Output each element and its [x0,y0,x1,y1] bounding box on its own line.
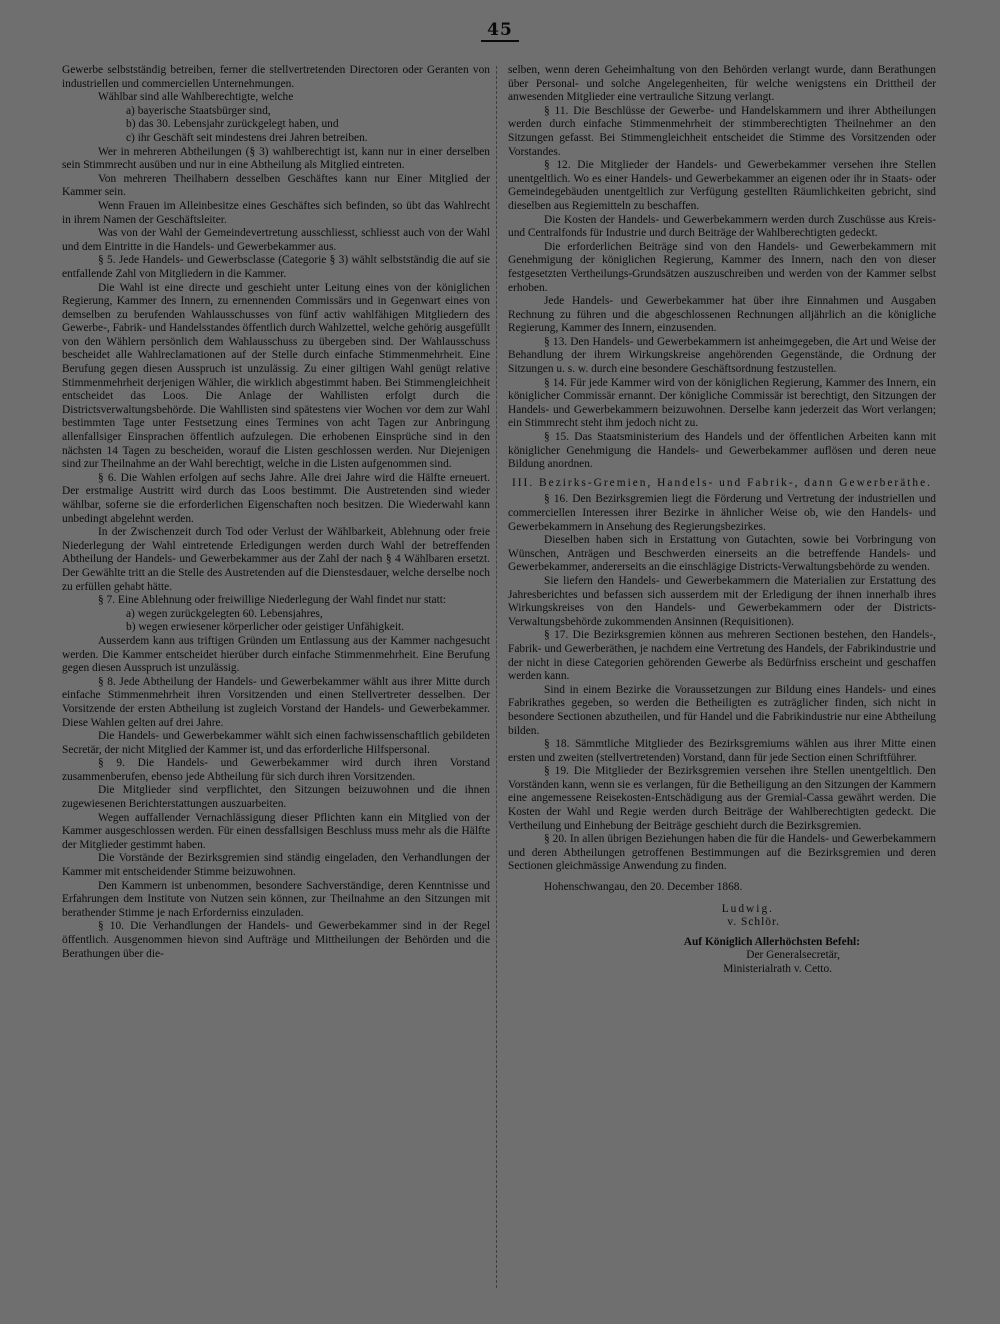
closing-date-line: Hohenschwangau, den 20. December 1868. [544,881,743,894]
column-divider [496,66,497,1288]
paragraph: Sind in einem Bezirke die Voraussetzungen zur Bildung eines Handels- und eines Fabrikrathes gegeben, so werden die Betheiligten es zuträglicher finden, sich nicht in besondere Sectionen abzutheilen, und für Handel und die Fabrikindustrie nur eine Abtheilung bilden. [508,683,936,737]
paragraph: selben, wenn deren Geheimhaltung von den Behörden verlangt wurde, dann Berathungen über Personal- und solche Angelegenheiten, für welche wenigstens ein Drittheil der anwesenden Mitglieder eine vertrauliche Sitzung verlangt. [508,64,936,104]
paragraph: Was von der Wahl der Gemeindevertretung ausschliesst, schliesst auch von der Wahl und dem Eintritte in die Handels- und Gewerbekammer aus. [62,227,490,253]
list-item: a) wegen zurückgelegten 60. Lebensjahres, [126,607,323,620]
paragraph: Die Handels- und Gewerbekammer wählt sich einen fachwissenschaftlich gebildeten Secretär, der nicht Mitglied der Kammer ist, und das erforderliche Hilfspersonal. [62,730,490,756]
paragraph: § 7. Eine Ablehnung oder freiwillige Niederlegung der Wahl findet nur statt: [98,594,447,607]
paragraph: Jede Handels- und Gewerbekammer hat über ihre Einnahmen und Ausgaben Rechnung zu führen und die abgeschlossenen Rechnungen alljährlich an die königliche Regierung, Kammer des Innern, einzusenden. [508,295,936,335]
paragraph: § 12. Die Mitglieder der Handels- und Gewerbekammer versehen ihre Stellen unentgeltlich. Wo es einer Handels- und Gewerbekammer an eigenen oder ihr in Staats- oder Gemeindegebäuden unentgeltlich zur Verfügung gestellten Räumlichkeiten gebricht, sind dieselben aus Regiemitteln zu beschaffen. [508,159,936,212]
paragraph: Ausserdem kann aus triftigen Gründen um Entlassung aus der Kammer nachgesucht werden. Die Kammer entscheidet hierüber durch einfache Stimmenmehrheit. Eine Berufung gegen diesen Ausspruch ist unzulässig. [62,634,490,675]
paragraph: In der Zwischenzeit durch Tod oder Verlust der Wählbarkeit, Ablehnung oder freie Niederlegung der Wahl eintretende Erledigungen werden durch Wahl der betreffenden Abtheilung der Handels- und Gewerbekammer aus der Zahl der nach § 4 Wählbaren ersetzt. Der Gewählte tritt an die Stelle des Austretenden auf die Dienstesdauer, welche derselbe noch zu erfüllen gehabt hätte. [62,526,490,593]
paragraph: § 19. Die Mitglieder der Bezirksgremien versehen ihre Stellen unentgeltlich. Den Vorständen kann, wenn sie es verlangen, für die Betheiligung an den Sitzungen der Kammern eine angemessene Reisekosten-Entschädigung aus der Gremial-Cassa gewährt werden. Die Kosten der Wahl und Regie werden durch Beiträge der Wahlberechtigten gedeckt. Die Vertheilung und Einhebung der Beiträge geschieht durch die Bezirksgremien. [508,765,936,832]
paragraph: § 14. Für jede Kammer wird von der königlichen Regierung, Kammer des Innern, ein königlicher Commissär ernannt. Der königliche Commissär ist berechtigt, den Sitzungen der Handels- und Gewerbekammern beizuwohnen. Derselbe kann jederzeit das Wort verlangen; ein Stimmrecht steht ihm jedoch nicht zu. [508,376,936,430]
paragraph: § 16. Den Bezirksgremien liegt die Förderung und Vertretung der industriellen und commerciellen Interessen ihrer Bezirke in ähnlicher Weise ob, wie den Handels- und Gewerbekammern in Ansehung des Regierungsbezirkes. [508,493,936,533]
paragraph: § 20. In allen übrigen Beziehungen haben die für die Handels- und Gewerbekammern und deren Abtheilungen getroffenen Bestimmungen auf die Bezirksgremien und deren Sectionen gleichmässige Anwendung zu finden. [508,833,936,873]
paragraph: Den Kammern ist unbenommen, besondere Sachverständige, deren Kenntnisse und Erfahrungen dem Institute von Nutzen sein können, zur Theilnahme an den Sitzungen mit berathender Stimme je nach Erforderniss einzuladen. [62,879,490,919]
paragraph: § 15. Das Staatsministerium des Handels und der öffentlichen Arbeiten kann mit königlicher Genehmigung die Handels- und Gewerbekammer auflösen und deren neue Bildung anordnen. [508,431,936,471]
paragraph: Die Wahl ist eine directe und geschieht unter Leitung eines von der königlichen Regierung, Kammer des Innern, zu ernennenden Commissärs und in Gegenwart eines von demselben zu berufenden Wahlausschusses von fünf activ wahlfähigen Mitgliedern des Gewerbe-, Fabrik- und Handelsstandes öffentlich durch Wahlzettel, welche gehörig ausgefüllt von den Wählern persönlich dem Wahlausschuss zu übergeben sind. Der Wahlausschuss bescheidet alle Wahlreclamationen auf der Stelle durch einfache Stimmenmehrheit. Eine Berufung gegen diesen Ausspruch ist unzulässig. Zu einer giltigen Wahl genügt relative Stimmenmehrheit derjenigen Wähler, die wirklich abgestimmt haben. Bei Stimmengleichheit entscheidet das Loos. Die Anlage der Wahllisten erfolgt durch die Districtsverwaltungsbehörde. Die Wahllisten sind spätestens vier Wochen vor dem zur Wahl bestimmten Tage unter Festsetzung eines Termines von acht Tagen zur Anbringung allenfallsiger Einsprachen öffentlich aufzulegen. Die erhobenen Einsprüche sind in den nächsten 14 Tagen zu bescheiden, worauf die Listen geschlossen werden. Nur Diejenigen sind zur Theilnahme an der Wahl berechtigt, welche in die Listen aufgenommen sind. [62,281,490,471]
paragraph: Wenn Frauen im Alleinbesitze eines Geschäftes sich befinden, so übt das Wahlrecht in ihrem Namen der Geschäftsleiter. [62,199,490,226]
left-column [62,64,490,961]
paragraph: Dieselben haben sich in Erstattung von Gutachten, sowie bei Vorbringung von Wünschen, Anträgen und Beschwerden einerseits an die betreffende Handels- und Gewerbekammer, andererseits an die einschlägige Districts-Verwaltungsbehörde zu wenden. [508,534,936,574]
paragraph: § 13. Den Handels- und Gewerbekammern ist anheimgegeben, die Art und Weise der Behandlung der ihrem Wirkungskreise angehörenden Gegenstände, die Ordnung der Sitzungen u. s. w. durch eine besondere Geschäftsordnung festzustellen. [508,335,936,376]
paragraph: § 10. Die Verhandlungen der Handels- und Gewerbekammer sind in der Regel öffentlich. Ausgenommen hievon sind Aufträge und Mittheilungen der Behörden und die Berathungen über die- [62,920,490,960]
list-item: a) bayerische Staatsbürger sind, [126,104,271,117]
section-heading: III. Bezirks-Gremien, Handels- und Fabrik-, dann Gewerberäthe. [511,476,933,489]
secretary-title: Der Generalsecretär, [746,949,840,962]
paragraph: Wegen auffallender Vernachlässigung dieser Pflichten kann ein Mitglied von der Kammer ausgeschlossen werden. Für einen dessfallsigen Beschluss muss mehr als die Hälfte der Mitglieder gestimmt haben. [62,811,490,851]
paragraph: § 9. Die Handels- und Gewerbekammer wird durch ihren Vorstand zusammenberufen, ebenso jede Abtheilung für sich durch ihren Vorsitzenden. [62,757,490,783]
paragraph: § 11. Die Beschlüsse der Gewerbe- und Handelskammern und ihrer Abtheilungen werden durch einfache Stimmenmehrheit der stimmberechtigten Theilnehmer an den Sitzungen gefasst. Bei Stimmengleichheit entscheidet die Stimme des Vorsitzenden oder Vorstandes. [508,104,936,158]
page-number [0,20,1000,40]
paragraph: Von mehreren Theilhabern desselben Geschäftes kann nur Einer Mitglied der Kammer sein. [62,172,490,199]
paragraph: § 17. Die Bezirksgremien können aus mehreren Sectionen bestehen, den Handels-, Fabrik- und Gewerberäthen, je nachdem eine Vertretung des Handels, der Fabrikindustrie und der nicht in diese Categorien gehörenden Gewerbe als Bedürfniss erscheint und geschaffen werden kann. [508,629,936,683]
paragraph: Wer in mehreren Abtheilungen (§ 3) wahlberechtigt ist, kann nur in einer derselben sein Stimmrecht ausüben und nur in eine Abtheilung als Mitglied eintreten. [62,145,490,172]
signature-schloer: v. Schlör. [727,916,780,929]
paragraph: Die erforderlichen Beiträge sind von den Handels- und Gewerbekammern mit Genehmigung der königlichen Regierung, Kammer des Innern, nach den von dieser festgesetzten Vertheilungs-Grundsätzen auszuschreiben und werden von der Kammer selbst erhoben. [508,240,936,294]
list-item: b) das 30. Lebensjahr zurückgelegt haben, und [126,118,339,131]
paragraph: Die Vorstände der Bezirksgremien sind ständig eingeladen, den Verhandlungen der Kammer mit entscheidender Stimme beizuwohnen. [62,852,490,879]
list-item: b) wegen erwiesener körperlicher oder geistiger Unfähigkeit. [126,621,405,634]
list-item: c) ihr Geschäft seit mindestens drei Jahren betreiben. [126,131,368,144]
paragraph: Die Mitglieder sind verpflichtet, den Sitzungen beizuwohnen und die ihnen zugewiesenen Berichterstattungen auszuarbeiten. [62,784,490,811]
page-number-text: 45 [481,20,519,42]
paragraph: Die Kosten der Handels- und Gewerbekammern werden durch Zuschüsse aus Kreis- und Centralfonds für Industrie und durch Beiträge der Wahlberechtigten gedeckt. [508,213,936,240]
right-column [508,64,936,977]
paragraph: Sie liefern den Handels- und Gewerbekammern die Materialien zur Erstattung des Jahresberichtes und befassen sich ausserdem mit der Erledigung der ihnen innerhalb ihres Wirkungskreises von den Handels- und Gewerbekammern oder der Districts-Verwaltungsbehörde zukommenden Ansinnen (Requisitionen). [508,574,936,628]
paragraph: Wählbar sind alle Wahlberechtigte, welche [98,91,294,104]
secretary-name: Ministerialrath v. Cetto. [723,963,832,975]
paragraph: Gewerbe selbstständig betreiben, ferner die stellvertretenden Directoren oder Geranten von industriellen und commerciellen Unternehmungen. [62,64,490,90]
paragraph: § 5. Jede Handels- und Gewerbsclasse (Categorie § 3) wählt selbstständig die auf sie entfallende Zahl von Mitgliedern in die Kammer. [62,254,490,280]
right-column-body [508,64,936,874]
paragraph: § 6. Die Wahlen erfolgen auf sechs Jahre. Alle drei Jahre wird die Hälfte erneuert. Der erstmalige Austritt wird durch das Loos bestimmt. Die Austretenden sind wieder wählbar, soferne sie die erforderlichen Eigenschaften noch besitzen. Die Wiederwahl kann unbedingt abgelehnt werden. [62,471,490,525]
paragraph: § 8. Jede Abtheilung der Handels- und Gewerbekammer wählt aus ihrer Mitte durch einfache Stimmenmehrheit ihren Vorsitzenden und einen Stellvertreter desselben. Der Vorsitzende der ersten Abtheilung ist zugleich Vorstand der Handels- und Gewerbekammer. Diese Wahlen gelten auf drei Jahre. [62,675,490,729]
royal-order-line: Auf Königlich Allerhöchsten Befehl: [683,935,860,948]
signature-ludwig: Ludwig. [721,902,774,915]
paragraph: § 18. Sämmtliche Mitglieder des Bezirksgremiums wählen aus ihrer Mitte einen ersten und zweiten (stellvertretenden) Vorstand, dann für jede Section einen Schriftführer. [508,738,936,764]
